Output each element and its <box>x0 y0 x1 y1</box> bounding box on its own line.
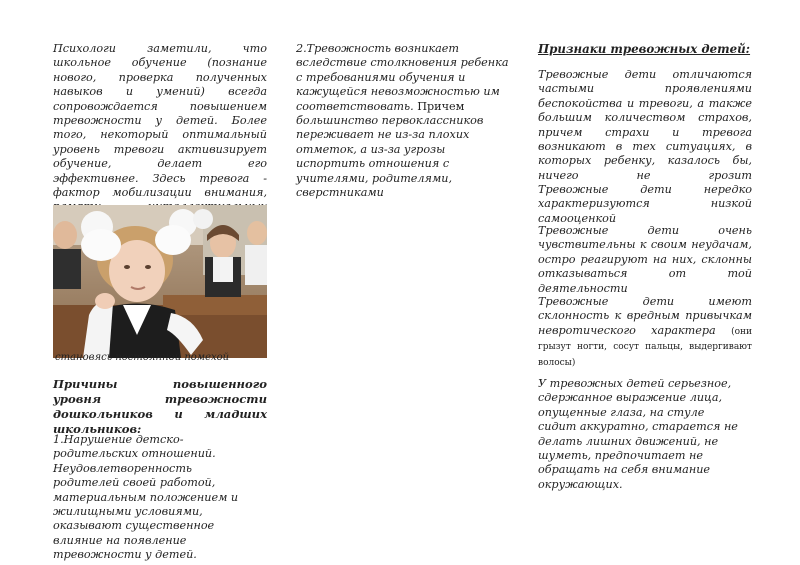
schoolgirl-photo <box>53 205 267 358</box>
cause-2-text-a: 2.Тревожность возникает вследствие столкновения ребенка с требованиями обучения и кажущейся невозможностью им соответствовать. <box>296 42 509 113</box>
causes-title: Причины повышенного уровня тревожности дошкольников и младших школьников: <box>53 377 267 436</box>
intro-paragraph: Психологи заметили, что школьное обучение (познание нового, проверка полученных навыков и умений) всегда сопровождается повышением тревожности у детей. Более того, некоторый оптимальный уровень тревоги активизирует обучение, делает его эффективнее. Здесь тревога - фактор мобилизации внимания, <box>53 42 267 200</box>
signs-paragraph-4-note: (они грызут ногти, сосут пальцы, выдергивают волосы) <box>538 326 752 368</box>
signs-paragraph-5: У тревожных детей серьезное, сдержанное выражение лица, опущенные глаза, на стуле сидит аккуратно, старается не делать лишних движений, не шуметь, предпочитает не обращать на себя внимание окружающих. <box>538 377 738 491</box>
cause-1-paragraph: 1.Нарушение детско-родительских отношений. Неудовлетворенность родителей своей работой, материальным положением и жилищными условиями, оказывают существенное влияние на появление тревожности у детей. <box>53 433 239 562</box>
cause-2-text-b: Причем <box>417 99 465 113</box>
cut-line: становясь постоянной помехой <box>55 352 230 363</box>
cause-2-text-c: большинство первоклассников переживает не из-за плохих отметок, а из-за угрозы испортить отношения с учителями, родителями, сверстниками <box>296 114 484 200</box>
cause-2-paragraph <box>296 42 512 200</box>
signs-title: Признаки тревожных детей: <box>538 42 751 56</box>
signs-paragraph-4 <box>538 295 752 370</box>
signs-paragraph-3: Тревожные дети очень чувствительны к своим неудачам, остро реагируют на них, склонны отказываться от той деятельности <box>538 224 752 295</box>
signs-paragraph-2: Тревожные дети нередко характеризуются низкой самооценкой <box>538 183 752 225</box>
signs-paragraph-1: Тревожные дети отличаются частыми проявлениями беспокойства и тревоги, а также большим количеством страхов, причем страхи и тревога возникают в тех ситуациях, в которых ребенку, казалось бы, ничего не грозит <box>538 68 752 182</box>
signs-paragraph-4-main: Тревожные дети имеют склонность к вредным привычкам невротического характера <box>538 295 752 337</box>
